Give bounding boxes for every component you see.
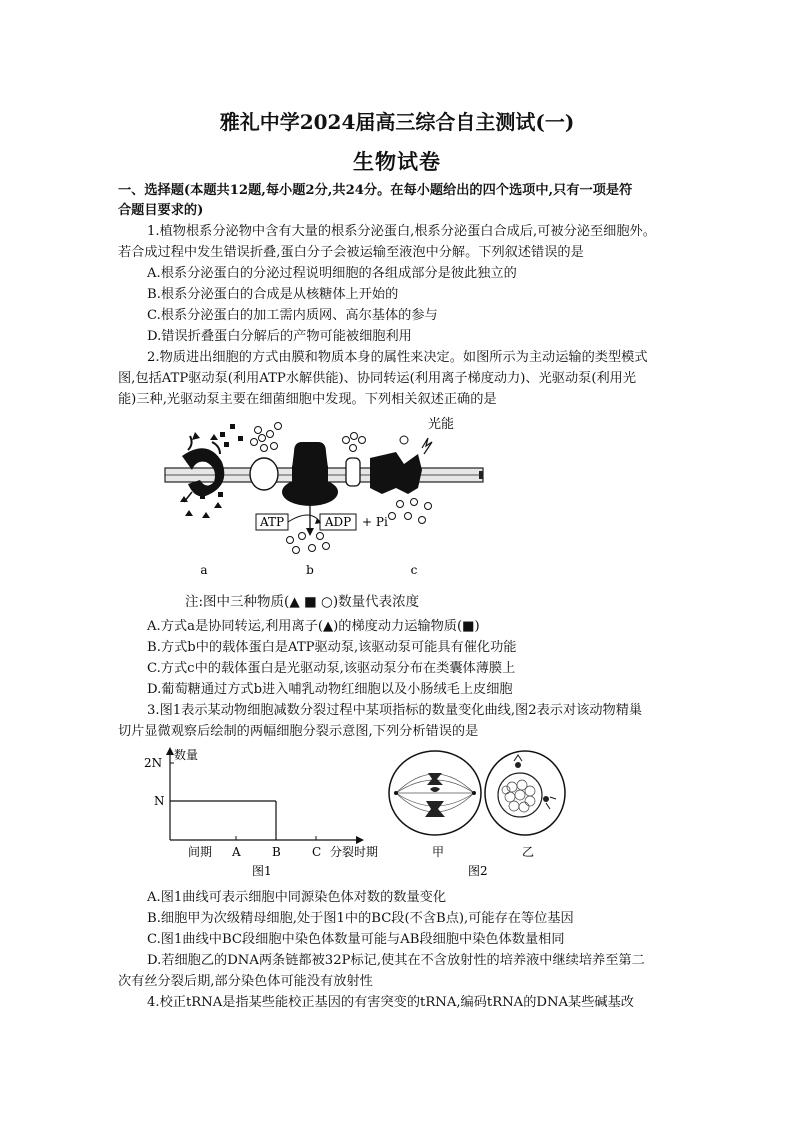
carrier-ellipse [250,458,278,490]
q2-option-a: A.方式a是协同转运,利用离子(▲)的梯度动力运输物质(■) [147,619,480,634]
figure-2-caption: 图2 [468,864,488,878]
q2-stem-line2: 图,包括ATP驱动泵(利用ATP水解供能)、协同转运(利用离子梯度动力)、光驱动泵(利用光 [118,371,637,386]
figure-2-cells [380,745,580,880]
exam-title: 雅礼中学2024届高三综合自主测试(一) [219,110,575,134]
q1-stem-line1: 1.植物根系分泌物中含有大量的根系分泌蛋白,根系分泌蛋白合成后,可被分泌至细胞外。 [147,224,656,239]
cell-yi-label: 乙 [522,845,535,859]
q3-stem-line2: 切片显微观察后绘制的两幅细胞分裂示意图,下列分析错误的是 [118,724,479,739]
carrier-c [370,452,422,494]
pi-label: + Pi [362,515,388,529]
q1-option-b: B.根系分泌蛋白的合成是从核糖体上开始的 [147,287,399,302]
figure-1-graph [140,745,400,880]
atp-label: ATP [259,515,285,529]
x-label-interphase: 间期 [188,845,213,859]
x-tick-b: B [272,845,281,859]
label-b: b [306,563,314,577]
q2-option-b: B.方式b中的载体蛋白是ATP驱动泵,该驱动泵可能具有催化功能 [147,640,517,655]
label-a: a [200,563,208,577]
q1-stem-line2: 若合成过程中发生错误折叠,蛋白分子会被运输至液泡中分解。下列叙述错误的是 [118,245,584,260]
q4-stem-line1: 4.校正tRNA是指某些能校正基因的有害突变的tRNA,编码tRNA的DNA某些碱基改 [147,995,634,1010]
y-axis-label: 数量 [174,748,199,762]
x-tick-a: A [232,845,241,859]
q2-stem-line3: 能)三种,光驱动泵主要在细菌细胞中发现。下列相关叙述正确的是 [118,392,497,407]
q3-option-b: B.细胞甲为次级精母细胞,处于图1中的BC段(不含B点),可能存在等位基因 [147,911,574,926]
q1-option-c: C.根系分泌蛋白的加工需内质网、高尔基体的参与 [147,308,438,323]
q2-option-d: D.葡萄糖通过方式b进入哺乳动物红细胞以及小肠绒毛上皮细胞 [147,682,513,697]
figure-note: 注:图中三种物质(▲ ■ ○)数量代表浓度 [185,594,420,610]
adp-label: ADP [324,515,352,529]
x-axis-label: 分裂时期 [330,845,379,859]
carrier-b-top [292,442,328,468]
label-c: c [410,563,418,577]
q1-option-a: A.根系分泌蛋白的分泌过程说明细胞的各组成部分是彼此独立的 [147,266,517,281]
carrier-small [346,458,360,486]
q1-option-d: D.错误折叠蛋白分解后的产物可能被细胞利用 [147,329,412,344]
figure-1-caption: 图1 [252,864,272,878]
exam-subject: 生物试卷 [353,149,441,174]
transport-figure [160,412,500,582]
cell-jia-label: 甲 [432,845,445,859]
q2-stem-line1: 2.物质进出细胞的方式由膜和物质本身的属性来决定。如图所示为主动运输的类型模式 [147,350,648,365]
section-heading-line2: 合题目要求的) [118,203,204,218]
q3-option-d-line2: 次有丝分裂后期,部分染色体可能没有放射性 [118,974,373,989]
q3-stem-line1: 3.图1表示某动物细胞减数分裂过程中某项指标的数量变化曲线,图2表示对该动物精巢 [147,703,643,718]
q3-option-a: A.图1曲线可表示细胞中同源染色体对数的数量变化 [147,890,447,905]
section-heading-line1: 一、选择题(本题共12题,每小题2分,共24分。在每小题给出的四个选项中,只有一项是符 [118,183,633,198]
q3-option-d-line1: D.若细胞乙的DNA两条链都被32P标记,使其在不含放射性的培养液中继续培养至第二 [147,953,645,968]
q3-option-c: C.图1曲线中BC段细胞中染色体数量可能与AB段细胞中染色体数量相同 [147,932,565,947]
y-tick-n: N [154,794,165,808]
light-energy-label: 光能 [428,417,455,432]
x-tick-c: C [312,845,322,859]
y-tick-2n: 2N [144,756,163,770]
q2-option-c: C.方式c中的载体蛋白是光驱动泵,该驱动泵分布在类囊体薄膜上 [147,661,516,676]
